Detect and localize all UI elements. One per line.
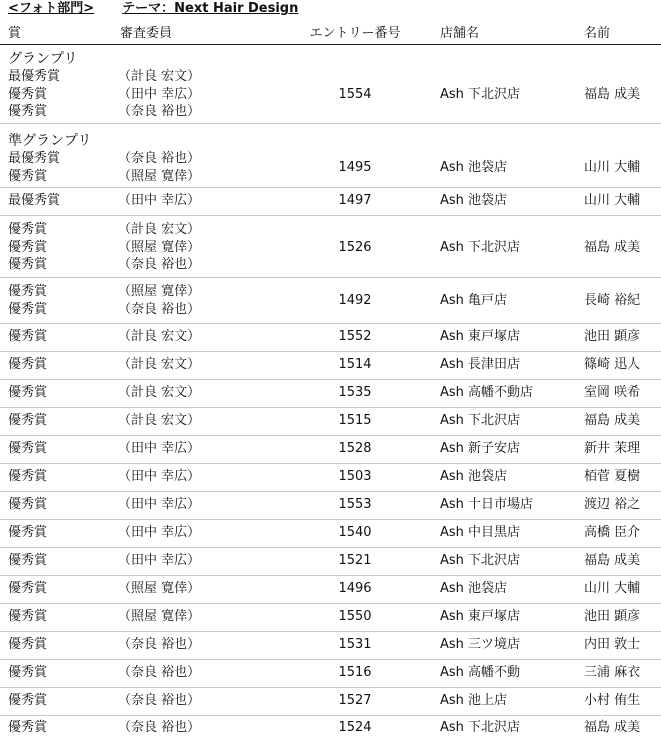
winner-name: 新井 茉理: [584, 441, 641, 457]
judge-name: （奈良 裕也）: [118, 151, 201, 166]
award-label: 優秀賞: [8, 497, 48, 513]
store-name: Ash 池袋店: [440, 193, 508, 209]
judge-name: （照屋 寛倖）: [118, 581, 201, 597]
award-label: 優秀賞: [8, 329, 48, 345]
award-label: 優秀賞: [8, 301, 48, 317]
award-column: [8, 328, 47, 346]
header-award: 賞: [8, 26, 22, 41]
award-column: [8, 283, 47, 318]
judge-column: [118, 356, 200, 374]
store-name: Ash 下北沢店: [440, 553, 521, 569]
award-column: [8, 356, 47, 374]
judge-name: （計良 宏文）: [118, 413, 201, 429]
winner-name: 池田 顕彦: [584, 329, 641, 345]
judge-name: （計良 宏文）: [118, 385, 201, 401]
result-group: [0, 324, 661, 352]
result-group: [0, 128, 661, 188]
header-store: 店舗名: [440, 26, 480, 41]
store-name: Ash 東戸塚店: [440, 329, 521, 345]
award-label: 優秀賞: [8, 637, 48, 653]
judge-name: （奈良 裕也）: [118, 301, 201, 317]
award-column: [8, 608, 47, 626]
award-column: [8, 496, 47, 514]
group-title: 準グランプリ: [8, 133, 92, 149]
judge-column: [118, 221, 200, 274]
entry-number: 1524: [338, 719, 372, 735]
judge-name: （田中 幸広）: [118, 525, 201, 541]
judge-name: （照屋 寛倖）: [118, 609, 201, 625]
winner-name: 福島 成美: [584, 413, 641, 429]
entry-number: 1514: [338, 357, 372, 373]
entry-number: 1521: [338, 553, 372, 569]
judge-column: [118, 440, 200, 458]
judge-name: （奈良 裕也）: [118, 104, 201, 119]
section-title: <フォト部門>: [8, 1, 95, 16]
award-label: 最優秀賞: [8, 69, 61, 84]
entry-number: 1492: [338, 292, 372, 308]
entry-number: 1503: [338, 469, 372, 485]
result-group: [0, 352, 661, 380]
header-name: 名前: [584, 26, 611, 41]
result-group: [0, 46, 661, 124]
award-label: 優秀賞: [8, 553, 48, 569]
store-name: Ash 十日市場店: [440, 497, 534, 513]
winner-name: 室岡 咲希: [584, 385, 641, 401]
judge-name: （奈良 裕也）: [118, 257, 201, 272]
entry-number: 1540: [338, 525, 372, 541]
winner-name: 三浦 麻衣: [584, 665, 641, 681]
award-column: [8, 412, 47, 430]
store-name: Ash 高幡不動: [440, 665, 521, 681]
judge-name: （田中 幸広）: [118, 193, 201, 209]
award-column: [8, 440, 47, 458]
entry-number: 1531: [338, 637, 372, 653]
judge-name: （奈良 裕也）: [118, 665, 201, 681]
result-group: [0, 632, 661, 660]
judge-column: [118, 192, 200, 210]
winner-name: 福島 成美: [584, 719, 641, 735]
entry-number: 1553: [338, 497, 372, 513]
judge-name: （照屋 寛倖）: [118, 239, 201, 255]
store-name: Ash 下北沢店: [440, 413, 521, 429]
judge-column: [118, 384, 200, 402]
winner-name: 高橋 臣介: [584, 525, 641, 541]
entry-number: 1550: [338, 609, 372, 625]
winner-name: 山川 大輔: [584, 193, 641, 209]
result-group: [0, 688, 661, 716]
award-label: 優秀賞: [8, 239, 48, 255]
judge-column: [118, 719, 200, 737]
store-name: Ash 下北沢店: [440, 86, 521, 102]
judge-name: （田中 幸広）: [118, 86, 201, 102]
store-name: Ash 長津田店: [440, 357, 521, 373]
entry-number: 1554: [338, 86, 372, 102]
result-group: [0, 464, 661, 492]
group-title: グランプリ: [8, 51, 78, 67]
award-column: [8, 664, 47, 682]
award-label: 優秀賞: [8, 609, 48, 625]
award-column: [8, 384, 47, 402]
winner-name: 福島 成美: [584, 553, 641, 569]
award-label: 優秀賞: [8, 257, 48, 272]
entry-number: 1535: [338, 385, 372, 401]
entry-number: 1526: [338, 239, 372, 255]
result-group: [0, 576, 661, 604]
result-group: [0, 216, 661, 278]
result-group: [0, 660, 661, 688]
judge-column: [118, 580, 200, 598]
entry-number: 1495: [338, 159, 372, 175]
award-label: 優秀賞: [8, 469, 48, 485]
award-column: [8, 50, 77, 121]
store-name: Ash 下北沢店: [440, 719, 521, 735]
judge-column: [118, 328, 200, 346]
award-column: [8, 221, 47, 274]
store-name: Ash 中目黒店: [440, 525, 521, 541]
store-name: Ash 亀戸店: [440, 292, 508, 308]
entry-number: 1528: [338, 441, 372, 457]
judge-name: （奈良 裕也）: [118, 693, 201, 709]
entry-number: 1496: [338, 581, 372, 597]
award-label: 優秀賞: [8, 385, 48, 401]
judge-name: （計良 宏文）: [118, 69, 201, 84]
result-group: [0, 278, 661, 324]
result-group: [0, 492, 661, 520]
judge-name: （照屋 寛倖）: [118, 168, 201, 184]
store-name: Ash 新子安店: [440, 441, 521, 457]
judge-name: （奈良 裕也）: [118, 637, 201, 653]
judge-column: [118, 468, 200, 486]
entry-number: 1515: [338, 413, 372, 429]
store-name: Ash 東戸塚店: [440, 609, 521, 625]
judge-column: [118, 552, 200, 570]
header-entry: エントリー番号: [309, 26, 401, 41]
result-group: [0, 380, 661, 408]
award-label: 優秀賞: [8, 441, 48, 457]
winner-name: 池田 顕彦: [584, 609, 641, 625]
judge-column: [118, 692, 200, 710]
award-column: [8, 524, 47, 542]
award-label: 優秀賞: [8, 168, 48, 184]
store-name: Ash 池袋店: [440, 581, 508, 597]
judge-name: （田中 幸広）: [118, 469, 201, 485]
award-label: 優秀賞: [8, 104, 48, 119]
result-group: [0, 188, 661, 216]
winner-name: 福島 成美: [584, 239, 641, 255]
judge-name: （田中 幸広）: [118, 441, 201, 457]
judge-column: [118, 412, 200, 430]
award-label: 優秀賞: [8, 357, 48, 373]
table-header: [0, 24, 661, 45]
award-label: 優秀賞: [8, 222, 48, 237]
winner-name: 山川 大輔: [584, 159, 641, 175]
award-label: 優秀賞: [8, 525, 48, 541]
judge-column: [118, 608, 200, 626]
page-title: [8, 0, 298, 18]
winner-name: 内田 敦士: [584, 637, 641, 653]
result-group: [0, 436, 661, 464]
award-label: 最優秀賞: [8, 193, 61, 209]
award-label: 優秀賞: [8, 284, 48, 299]
result-group: [0, 520, 661, 548]
judge-name: （照屋 寛倖）: [118, 284, 201, 299]
award-label: 優秀賞: [8, 693, 48, 709]
store-name: Ash 池袋店: [440, 469, 508, 485]
judge-name: （田中 幸広）: [118, 553, 201, 569]
award-label: 優秀賞: [8, 413, 48, 429]
award-column: [8, 192, 60, 210]
judge-column: [118, 664, 200, 682]
entry-number: 1516: [338, 665, 372, 681]
winner-name: 福島 成美: [584, 86, 641, 102]
entry-number: 1552: [338, 329, 372, 345]
entry-number: 1497: [338, 193, 372, 209]
judge-column: [118, 524, 200, 542]
entry-number: 1527: [338, 693, 372, 709]
result-group: [0, 408, 661, 436]
award-column: [8, 132, 91, 185]
winner-name: 篠崎 迅人: [584, 357, 641, 373]
header-judge: 審査委員: [120, 26, 173, 41]
award-label: 優秀賞: [8, 665, 48, 681]
award-label: 優秀賞: [8, 581, 48, 597]
winner-name: 栢菅 夏樹: [584, 469, 641, 485]
judge-column: [118, 496, 200, 514]
store-name: Ash 下北沢店: [440, 239, 521, 255]
judge-name: （計良 宏文）: [118, 357, 201, 373]
judge-column: [118, 283, 200, 318]
result-group: [0, 604, 661, 632]
award-column: [8, 692, 47, 710]
judge-column: [118, 68, 200, 121]
result-group: [0, 548, 661, 576]
award-column: [8, 580, 47, 598]
winner-name: 小村 侑生: [584, 693, 641, 709]
judge-column: [118, 636, 200, 654]
store-name: Ash 池上店: [440, 693, 508, 709]
judge-name: （田中 幸広）: [118, 497, 201, 513]
award-label: 優秀賞: [8, 86, 48, 102]
winner-name: 渡辺 裕之: [584, 497, 641, 513]
store-name: Ash 池袋店: [440, 159, 508, 175]
winner-name: 山川 大輔: [584, 581, 641, 597]
judge-column: [118, 150, 200, 185]
store-name: Ash 高幡不動店: [440, 385, 534, 401]
judge-name: （計良 宏文）: [118, 222, 201, 237]
judge-name: （奈良 裕也）: [118, 719, 201, 735]
award-label: 優秀賞: [8, 719, 48, 735]
award-column: [8, 719, 47, 737]
judge-name: （計良 宏文）: [118, 329, 201, 345]
award-column: [8, 468, 47, 486]
award-label: 最優秀賞: [8, 151, 61, 166]
store-name: Ash 三ツ境店: [440, 637, 521, 653]
award-column: [8, 552, 47, 570]
award-column: [8, 636, 47, 654]
theme-title: テーマ：Next Hair Design: [122, 1, 299, 16]
winner-name: 長崎 裕紀: [584, 292, 641, 308]
result-group: [0, 716, 661, 741]
